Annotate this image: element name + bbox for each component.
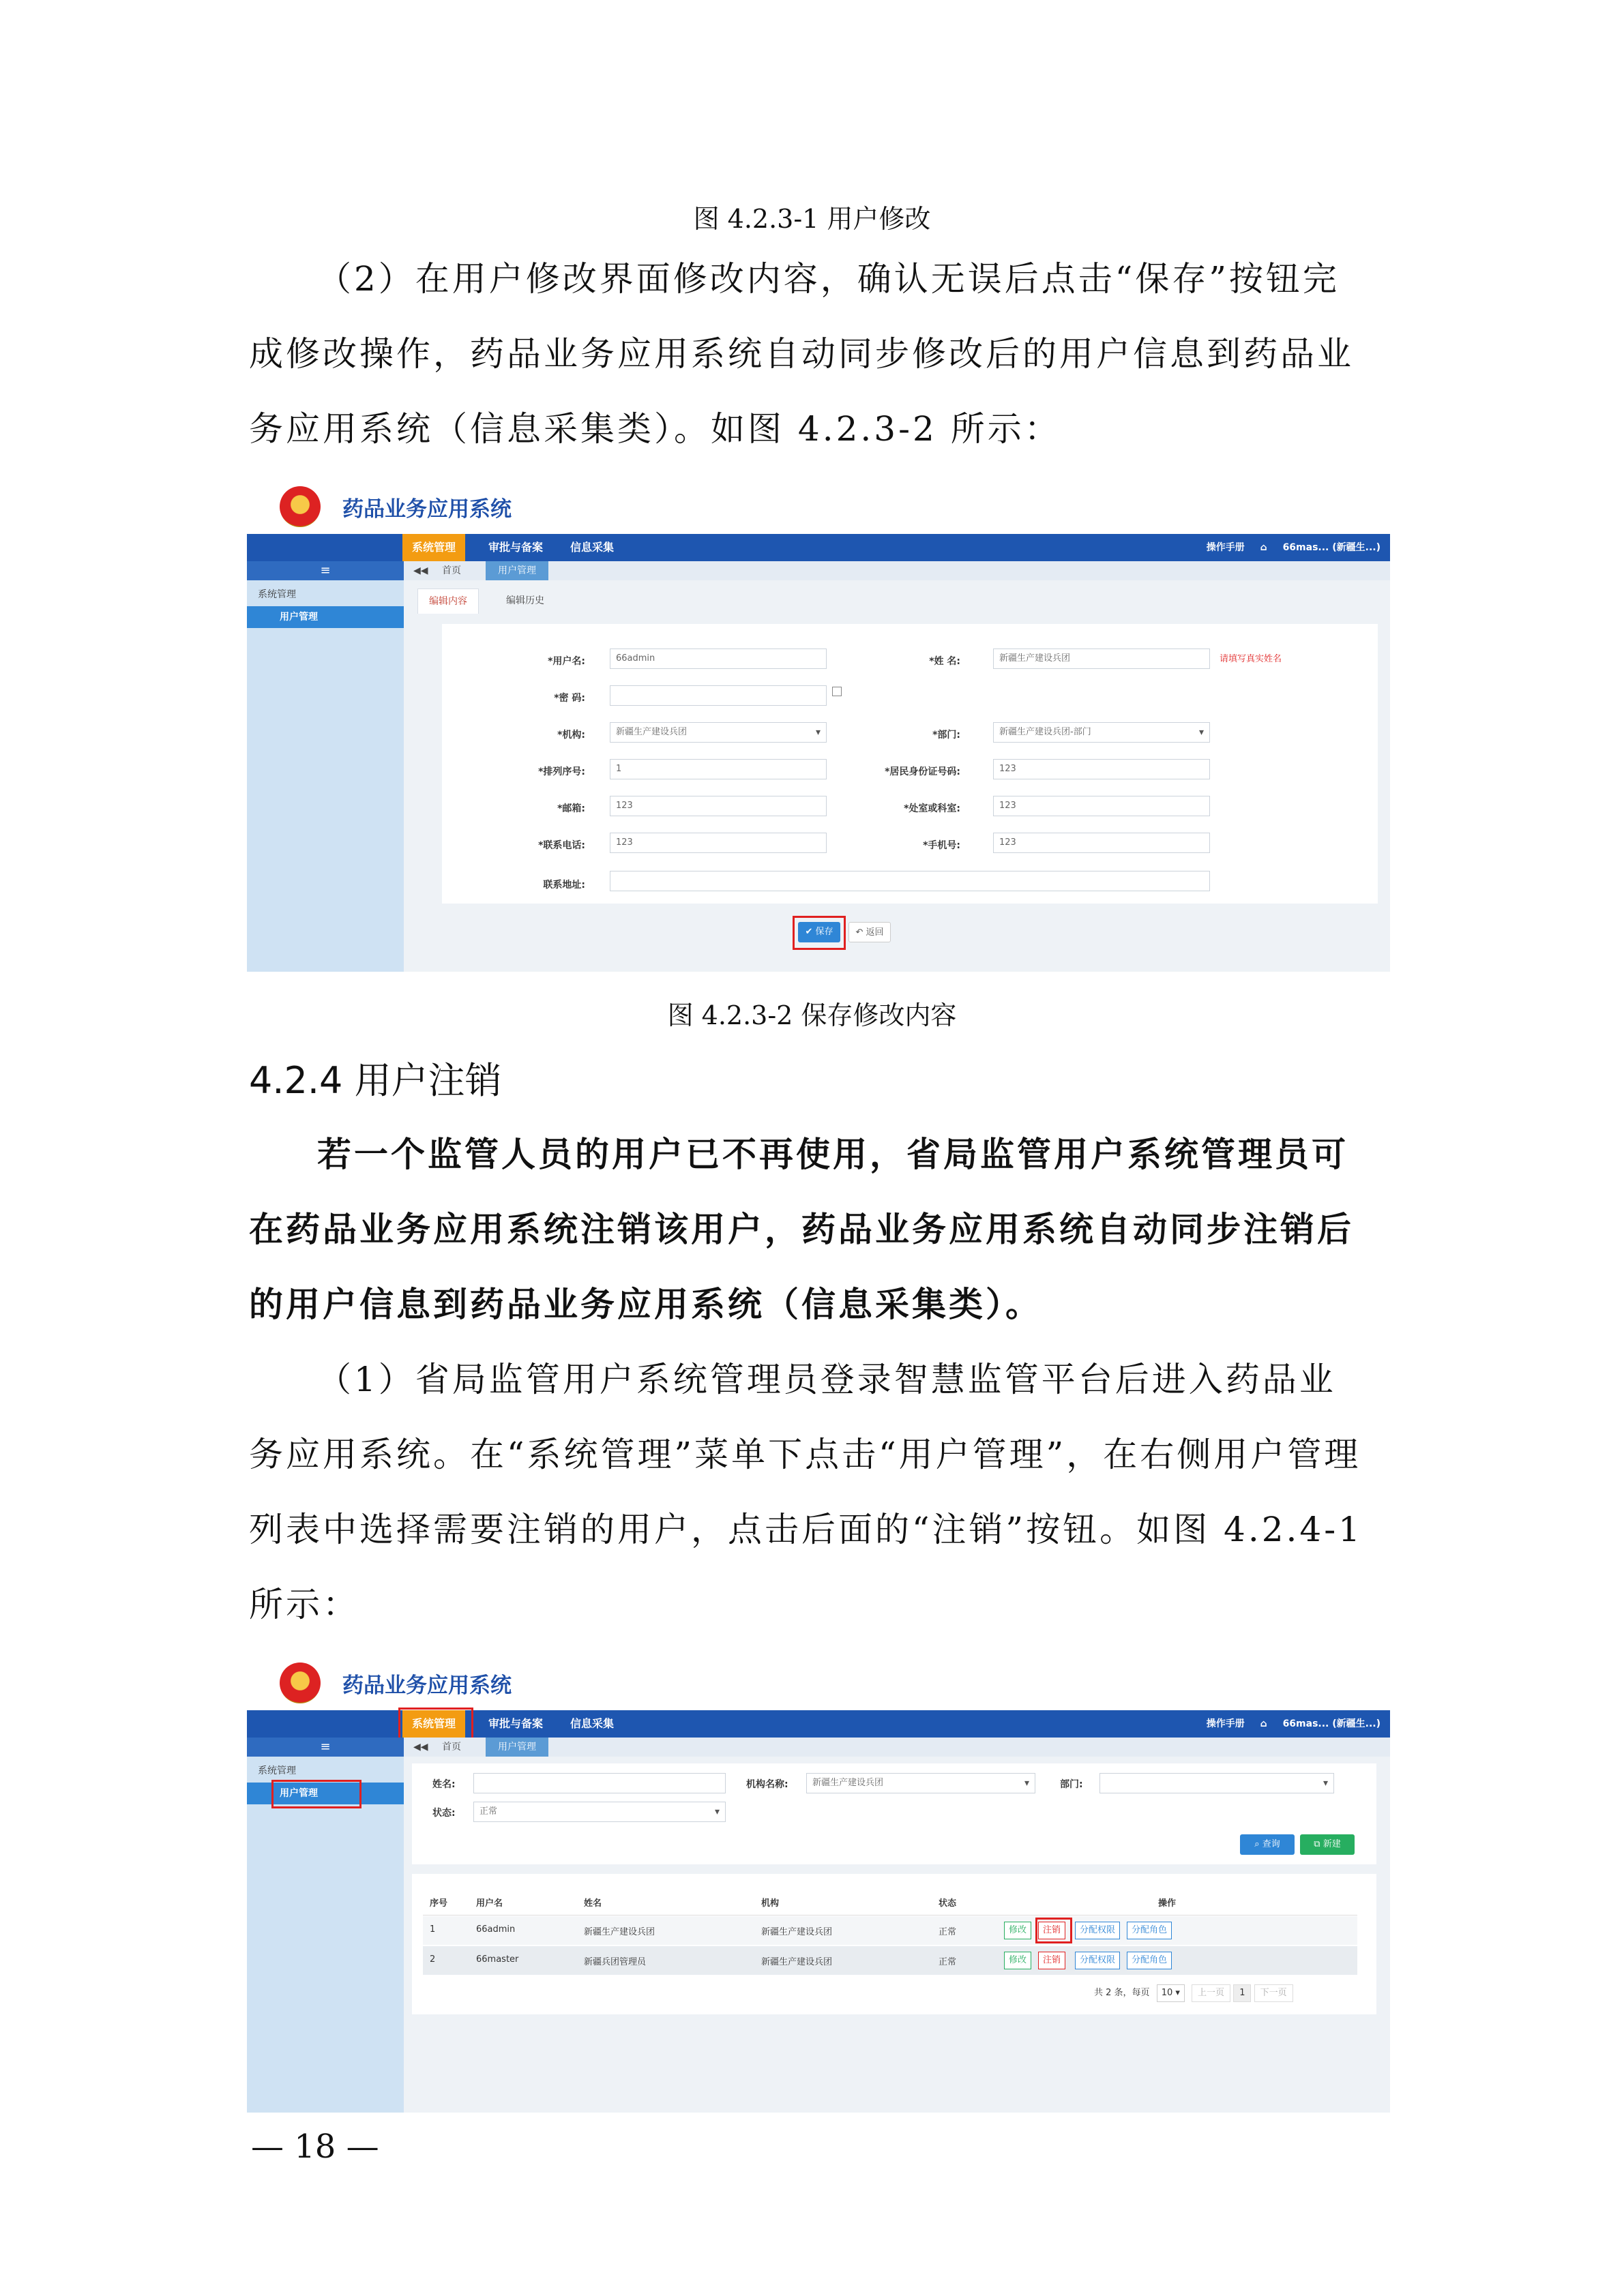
manual-link[interactable]: 操作手册: [1206, 1718, 1245, 1729]
tab-home[interactable]: 首页: [442, 565, 461, 576]
new-button-label: 新建: [1323, 1839, 1341, 1849]
nav-info-collection[interactable]: 信息采集: [570, 1717, 615, 1730]
nav-approval[interactable]: 审批与备案: [488, 541, 544, 554]
top-nav: [247, 534, 1390, 561]
cell-index: 2: [430, 1954, 436, 1965]
show-password-checkbox[interactable]: [832, 687, 842, 696]
text-line: 在药品业务应用系统注销该用户，药品业务应用系统自动同步注销后: [249, 1209, 1354, 1249]
cell-org: 新疆生产建设兵团: [761, 1927, 833, 1937]
nav-system-management[interactable]: 系统管理: [402, 534, 465, 561]
tab-back-icon[interactable]: ◀◀: [413, 1742, 428, 1753]
text-line: （2）在用户修改界面修改内容，确认无误后点击“保存”按钮完: [317, 259, 1340, 299]
idcard-label: *居民身份证号码:: [885, 766, 960, 777]
search-button[interactable]: [1240, 1834, 1295, 1855]
assign-role-button[interactable]: 分配角色: [1127, 1952, 1172, 1969]
menu-toggle-icon[interactable]: ≡: [247, 1738, 404, 1757]
text-line: 务应用系统（信息采集类）。如图 4.2.3-2 所示：: [249, 409, 1061, 449]
menu-toggle-icon[interactable]: ≡: [247, 561, 404, 580]
address-input[interactable]: [610, 871, 1210, 891]
tab-edit-content[interactable]: 编辑内容: [417, 588, 479, 614]
order-input[interactable]: 1: [610, 759, 827, 779]
sidebar-item-user-management[interactable]: 用户管理: [247, 606, 404, 628]
email-label: *邮箱:: [557, 803, 585, 814]
tab-bar: [247, 561, 1390, 581]
app-title: 药品业务应用系统: [342, 497, 512, 522]
table-row: [423, 1946, 1357, 1975]
save-button[interactable]: ✔ 保存: [798, 922, 840, 942]
filter-name-input[interactable]: [473, 1773, 726, 1793]
idcard-input[interactable]: 123: [993, 759, 1210, 779]
edit-form: [442, 624, 1378, 904]
sidebar: [247, 580, 404, 972]
assign-role-button[interactable]: 分配角色: [1127, 1922, 1172, 1939]
section-heading: 4.2.4 用户注销: [249, 1059, 502, 1102]
figure-caption-1: 图 4.2.3-1 用户修改: [693, 204, 931, 234]
username-label: *用户名:: [548, 656, 585, 667]
text-line: 若一个监管人员的用户已不再使用，省局监管用户系统管理员可: [317, 1134, 1348, 1174]
order-label: *排列序号:: [538, 766, 585, 777]
national-emblem-icon: [280, 1663, 321, 1703]
filter-dept-select[interactable]: [1099, 1773, 1334, 1793]
prev-page-button[interactable]: 上一页: [1192, 1984, 1230, 2002]
cell-org: 新疆生产建设兵团: [761, 1957, 833, 1967]
name-label: *姓 名:: [929, 656, 960, 667]
national-emblem-icon: [280, 486, 321, 527]
filter-panel: [412, 1763, 1376, 1864]
dept-select[interactable]: 新疆生产建设兵团-部门 ▾: [993, 722, 1210, 743]
highlight-nav: [398, 1708, 473, 1740]
current-page[interactable]: 1: [1233, 1984, 1251, 2002]
sidebar: [247, 1757, 404, 2113]
user-table-panel: [412, 1874, 1376, 2014]
highlight-sidebar-item: [271, 1780, 361, 1808]
filter-name-label: 姓名:: [432, 1779, 456, 1790]
cell-username: 66admin: [476, 1924, 516, 1935]
col-org: 机构: [761, 1898, 780, 1909]
pagination-summary: 共 2 条，每页: [1094, 1988, 1150, 1998]
main-panel: [404, 580, 1390, 972]
mobile-input[interactable]: 123: [993, 833, 1210, 853]
text-line: 列表中选择需要注销的用户，点击后面的“注销”按钮。如图 4.2.4-1: [249, 1510, 1363, 1549]
home-icon[interactable]: ⌂: [1260, 542, 1267, 553]
tab-user-management[interactable]: 用户管理: [486, 1738, 548, 1757]
app-title: 药品业务应用系统: [342, 1673, 512, 1698]
col-name: 姓名: [584, 1898, 602, 1909]
nav-approval[interactable]: 审批与备案: [488, 1717, 544, 1730]
nav-system-management[interactable]: 系统管理: [402, 1710, 465, 1738]
user-menu[interactable]: 66mas... (新疆生...): [1282, 1718, 1381, 1729]
phone-input[interactable]: 123: [610, 833, 827, 853]
sidebar-item-user-management[interactable]: 用户管理: [247, 1783, 404, 1804]
text-line: 的用户信息到药品业务应用系统（信息采集类）。: [249, 1284, 1042, 1324]
search-icon: ⌕: [1254, 1839, 1263, 1849]
password-label: *密 码:: [554, 693, 585, 704]
highlight-save: [793, 916, 846, 950]
deactivate-button[interactable]: 注销: [1038, 1952, 1065, 1969]
paragraph-deactivate-intro: [249, 1117, 1388, 1342]
filter-status-label: 状态:: [432, 1808, 456, 1819]
next-page-button[interactable]: 下一页: [1254, 1984, 1293, 2002]
username-input[interactable]: 66admin: [610, 648, 827, 669]
user-menu[interactable]: 66mas... (新疆生...): [1282, 542, 1381, 553]
nav-right: [1207, 534, 1381, 561]
highlight-deactivate: [1035, 1918, 1072, 1943]
text-line: （1）省局监管用户系统管理员登录智慧监管平台后进入药品业: [317, 1360, 1336, 1399]
tab-edit-history[interactable]: 编辑历史: [506, 595, 544, 606]
col-username: 用户名: [476, 1898, 503, 1909]
filter-dept-label: 部门:: [1060, 1779, 1083, 1790]
text-line: 成修改操作，药品业务应用系统自动同步修改后的用户信息到药品业: [249, 334, 1354, 374]
tab-user-management[interactable]: 用户管理: [486, 561, 548, 580]
per-page-select[interactable]: 10 ▾: [1157, 1984, 1185, 2002]
filter-org-label: 机构名称:: [746, 1779, 788, 1790]
text-line: 务应用系统。在“系统管理”菜单下点击“用户管理”，在右侧用户管理: [249, 1435, 1361, 1474]
tab-bar: [247, 1738, 1390, 1757]
paragraph-deactivate-steps: [249, 1342, 1388, 1642]
office-input[interactable]: 123: [993, 796, 1210, 816]
edit-button[interactable]: 修改: [1004, 1922, 1031, 1939]
paragraph-save-instructions: [249, 241, 1388, 466]
manual-link[interactable]: 操作手册: [1206, 542, 1245, 553]
page-number: — 18 —: [251, 2128, 379, 2166]
sidebar-group-system[interactable]: 系统管理: [258, 589, 296, 600]
top-nav: [247, 1710, 1390, 1738]
tab-back-icon[interactable]: ◀◀: [413, 565, 428, 576]
new-button[interactable]: [1300, 1834, 1355, 1855]
dept-label: *部门:: [932, 730, 960, 741]
name-hint: 请填写真实姓名: [1220, 654, 1282, 664]
email-input[interactable]: 123: [610, 796, 827, 816]
figure-caption-2: 图 4.2.3-2 保存修改内容: [667, 1000, 957, 1030]
cell-status: 正常: [939, 1927, 957, 1937]
cell-name: 新疆生产建设兵团: [584, 1927, 655, 1937]
assign-permission-button[interactable]: 分配权限: [1075, 1952, 1120, 1969]
filter-org-select[interactable]: 新疆生产建设兵团 ▾: [806, 1773, 1035, 1793]
phone-label: *联系电话:: [538, 840, 585, 851]
back-button[interactable]: ↶ 返回: [848, 922, 891, 942]
cell-name: 新疆兵团管理员: [584, 1957, 647, 1967]
cell-username: 66master: [476, 1954, 519, 1965]
search-button-label: 查询: [1262, 1839, 1280, 1849]
per-page-value: 10: [1161, 1988, 1173, 1998]
home-icon[interactable]: ⌂: [1260, 1718, 1267, 1729]
main-panel: [404, 1757, 1390, 2113]
org-label: *机构:: [557, 730, 585, 741]
app-header: [247, 479, 1390, 534]
col-actions: 操作: [1158, 1898, 1177, 1909]
table-row: [423, 1916, 1357, 1945]
col-status: 状态: [939, 1898, 957, 1909]
copy-icon: ⧉: [1314, 1839, 1323, 1849]
name-input[interactable]: 新疆生产建设兵团: [993, 648, 1210, 669]
cell-status: 正常: [939, 1957, 957, 1967]
table-header: [423, 1888, 1357, 1915]
text-line: 所示：: [249, 1585, 359, 1624]
filter-status-select[interactable]: 正常 ▾: [473, 1802, 726, 1822]
tab-home[interactable]: 首页: [442, 1742, 461, 1753]
address-label: 联系地址:: [543, 880, 585, 891]
col-index: 序号: [430, 1898, 448, 1909]
nav-info-collection[interactable]: 信息采集: [570, 541, 615, 554]
office-label: *处室或科室:: [904, 803, 960, 814]
screenshot-user-edit: [247, 479, 1390, 972]
pagination: [1094, 1983, 1293, 2003]
mobile-label: *手机号:: [923, 840, 960, 851]
cell-index: 1: [430, 1924, 436, 1935]
sidebar-group-system[interactable]: 系统管理: [258, 1765, 296, 1776]
app-header: [247, 1656, 1390, 1710]
password-input[interactable]: [610, 685, 827, 706]
screenshot-user-list: [247, 1656, 1390, 2113]
edit-button[interactable]: 修改: [1004, 1952, 1031, 1969]
org-select[interactable]: 新疆生产建设兵团 ▾: [610, 722, 827, 743]
nav-right: [1207, 1710, 1381, 1738]
assign-permission-button[interactable]: 分配权限: [1075, 1922, 1120, 1939]
deactivate-button[interactable]: 注销: [1038, 1922, 1065, 1939]
